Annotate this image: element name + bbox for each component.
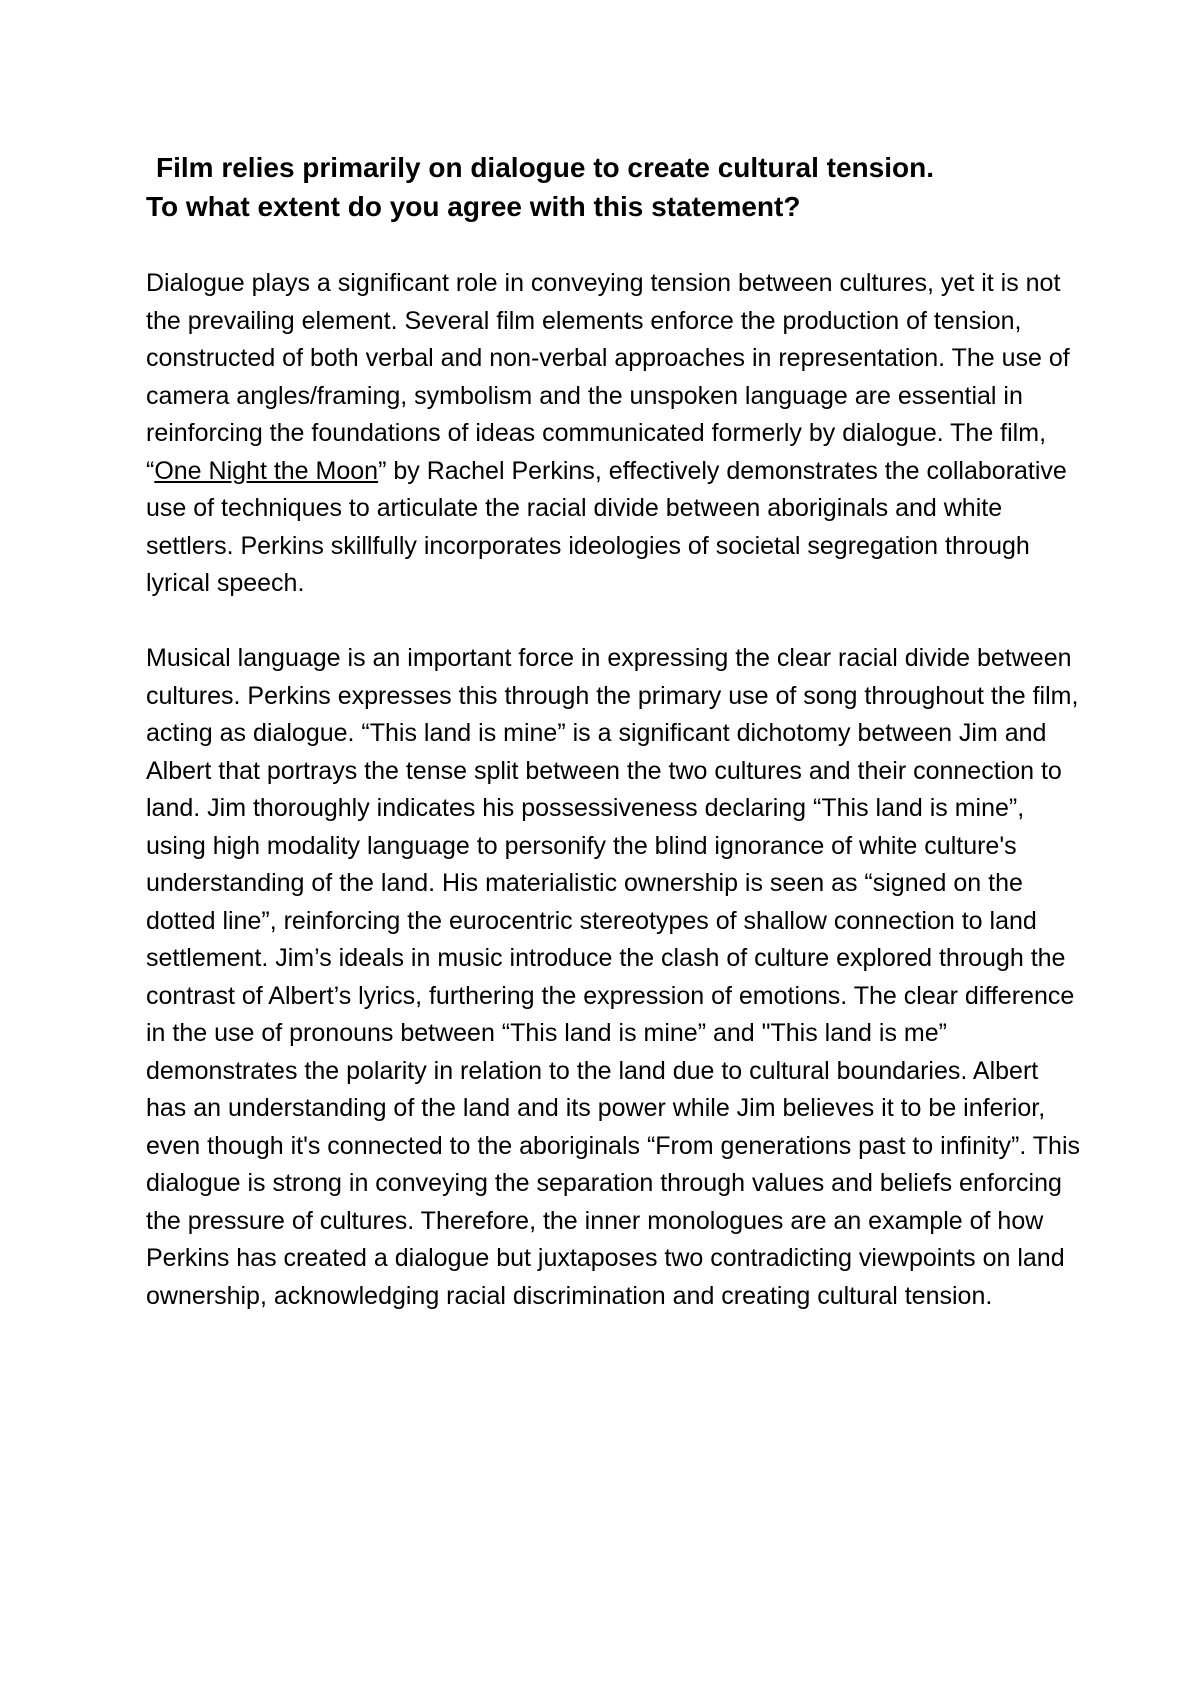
paragraph-body: Musical language is an important force in expressing the clear racial divide between cultures. Perkins expresses this through the primary use of song throughout the film, acting as dialogue. “This land is mine” is a significant dichotomy between Jim and Albert that portrays the tense split between the two cultures and their connection to land. Jim thoroughly indicates his possessiveness declaring “This land is mine”, using high modality language to personify the blind ignorance of white culture's understanding of the land. His materialistic ownership is seen as “signed on the dotted line”, reinforcing the eurocentric stereotypes of shallow connection to land settlement. Jim’s ideals in music introduce the clash of culture explored through the contrast of Albert’s lyrics, furthering the expression of emotions. The clear difference in the use of pronouns between “This land is mine” and "This land is me” demonstrates the polarity in relation to the land due to cultural boundaries. Albert has an understanding of the land and its power while Jim believes it to be inferior, even though it's connected to the aboriginals “From generations past to infinity”. This dialogue is strong in conveying the separation through values and beliefs enforcing the pressure of cultures. Therefore, the inner monologues are an example of how Perkins has created a dialogue but juxtaposes two contradicting viewpoints on land ownership, acknowledging racial discrimination and creating cultural tension.	[146, 644, 1080, 1310]
film-title-link[interactable]: One Night the Moon	[154, 456, 379, 485]
heading-line-2: To what extent do you agree with this statement?	[146, 191, 801, 222]
document-body	[146, 148, 1080, 1315]
paragraph-1-text-end: ” by Rachel Perkins, effectively demonstrates the collaborative use of techniques to articulate the racial divide between aboriginals and white settlers. Perkins skillfully incorporates ideologies of societal segregation through lyrical speech.	[146, 456, 1067, 597]
heading-line-1: Film relies primarily on dialogue to create cultural tension.	[156, 152, 934, 183]
paragraph-introduction	[146, 265, 1080, 603]
essay-question-heading	[146, 148, 1080, 226]
paragraph-1-text-start: Dialogue plays a significant role in conveying tension between cultures, yet it is not the prevailing element. Several film elements enforce the production of tension, constructed of both verbal and non-verbal approaches in representation. The use of camera angles/framing, symbolism and the unspoken language are essential in reinforcing the foundations of ideas communicated formerly by dialogue. The film, “	[146, 269, 1070, 485]
